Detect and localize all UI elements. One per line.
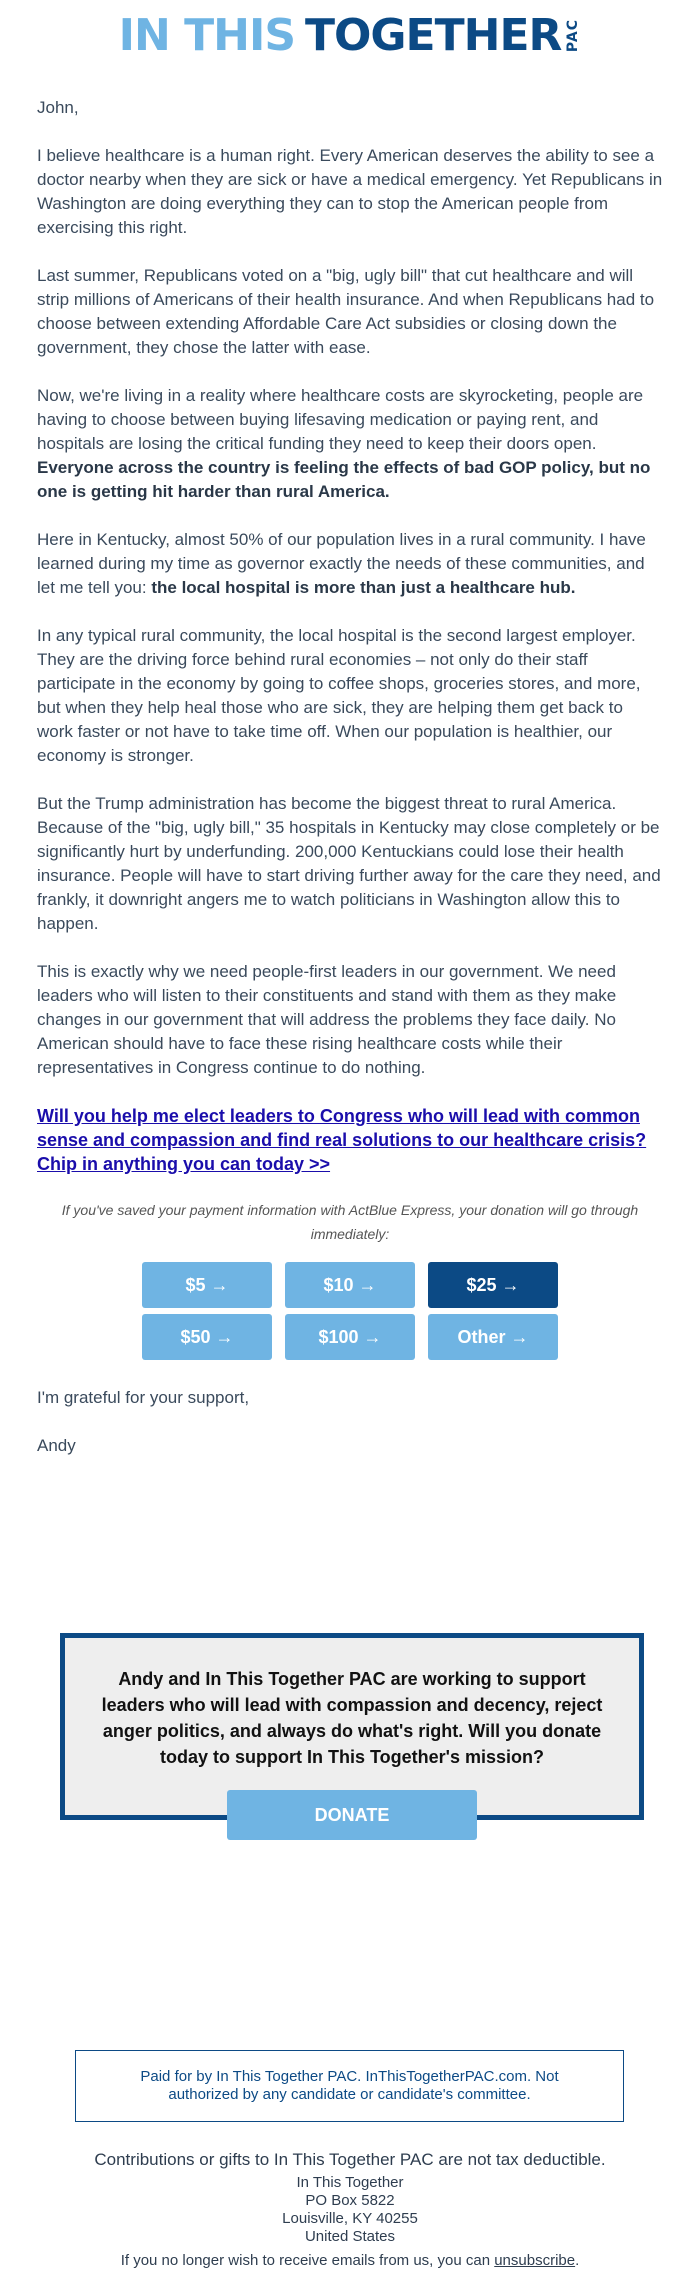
unsubscribe-text: If you no longer wish to receive emails from us, you can (120, 2252, 491, 2269)
paragraph-2: Last summer, Republicans voted on a "big, ugly bill" that cut healthcare and will strip millions of Americans of their health insurance. And when Republicans had to choose between extending Affordable Care Act subsidies or closing down the government, they chose the latter with ease. (37, 266, 655, 357)
address-line-po-box: PO Box 5822 (305, 2192, 395, 2209)
logo-part-pac: PAC (565, 18, 582, 53)
pac-mission-box (60, 1633, 644, 1825)
paragraph-3 (37, 384, 663, 504)
unsubscribe-end: . (575, 2252, 580, 2269)
paragraph-3-bold: Everyone across the country is feeling the effects of bad GOP policy, but no one is getting hit harder than rural America. (37, 458, 651, 501)
address-line-country: United States (304, 2228, 396, 2245)
in-this-together-logo (0, 10, 700, 61)
pac-mission-text: Andy and In This Together PAC are working to support leaders who will lead with compassion and decency, reject anger politics, and always do what's right. Will you donate today to support In This Together's mission? (101, 1669, 603, 1767)
logo-part-in-this: IN THIS (118, 10, 296, 61)
signature: Andy (37, 1436, 76, 1455)
donation-amount-grid (37, 1262, 663, 1360)
greeting: John, (37, 98, 79, 117)
paragraph-4-text: Here in Kentucky, almost 50% of our population lives in a rural community. I have learned during my time as governor exactly the needs of these communities, and let me tell you: (37, 530, 646, 597)
actblue-express-note: If you've saved your payment information with ActBlue Express, your donation will go through immediately: (61, 1202, 639, 1242)
paragraph-5: In any typical rural community, the local hospital is the second largest employer. They are the driving force behind rural economies – not only do their staff participate in the economy by going to coffee shops, groceries stores, and more, but when they help heal those who are sick, they are helping them get back to work faster or not have to take time off. When our population is healthier, our economy is stronger. (37, 626, 641, 765)
not-tax-deductible-notice: Contributions or gifts to In This Together PAC are not tax deductible. (94, 2150, 606, 2169)
donate-10-button[interactable]: $10 → (285, 1262, 415, 1308)
paragraph-3-text: Now, we're living in a reality where healthcare costs are skyrocketing, people are having to choose between buying lifesaving medication or paying rent, and hospitals are losing the critical funding they need to keep their doors open. (37, 386, 644, 453)
donate-cta-link[interactable]: Will you help me elect leaders to Congress who will lead with common sense and compassion and find real solutions to our healthcare crisis? Chip in anything you can today >> (37, 1106, 647, 1174)
paid-for-disclaimer: Paid for by In This Together PAC. InThisTogetherPAC.com. Not authorized by any candidate or candidate's committee. (140, 2068, 559, 2103)
paragraph-4 (37, 528, 663, 600)
address-line-name: In This Together (296, 2174, 404, 2191)
donate-25-button[interactable]: $25 → (428, 1262, 558, 1308)
paid-for-disclaimer-box (75, 2050, 624, 2122)
signoff: I'm grateful for your support, (37, 1388, 250, 1407)
paragraph-7: This is exactly why we need people-first leaders in our government. We need leaders who will listen to their constituents and stand with them as they make changes in our government that will address the problems they face daily. No American should have to face these rising healthcare costs while their representatives in Congress continue to do nothing. (37, 962, 617, 1077)
paragraph-1: I believe healthcare is a human right. Every American deserves the ability to see a doctor nearby when they are sick or have a medical emergency. Yet Republicans in Washington are doing everything they can to stop the American people from exercising this right. (37, 146, 663, 237)
logo-part-together: TOGETHER (305, 10, 562, 61)
letter-body (0, 96, 700, 1458)
footer (0, 2148, 700, 2272)
paragraph-4-bold: the local hospital is more than just a healthcare hub. (151, 578, 576, 597)
header (0, 0, 700, 96)
donate-5-button[interactable]: $5 → (142, 1262, 272, 1308)
address-line-city: Louisville, KY 40255 (282, 2210, 418, 2227)
donate-100-button[interactable]: $100 → (285, 1314, 415, 1360)
paragraph-6: But the Trump administration has become the biggest threat to rural America. Because of the "big, ugly bill," 35 hospitals in Kentucky may close completely or be significantly hurt by underfunding. 200,000 Kentuckians could lose their health insurance. People will have to start driving further away for the care they need, and frankly, it downright angers me to watch politicians in Washington allow this to happen. (37, 794, 661, 933)
donate-50-button[interactable]: $50 → (142, 1314, 272, 1360)
unsubscribe-link[interactable]: unsubscribe (494, 2252, 576, 2269)
pac-donate-button[interactable]: DONATE (227, 1790, 477, 1840)
donate-other-button[interactable]: Other → (428, 1314, 558, 1360)
unsubscribe-line (0, 2250, 700, 2272)
